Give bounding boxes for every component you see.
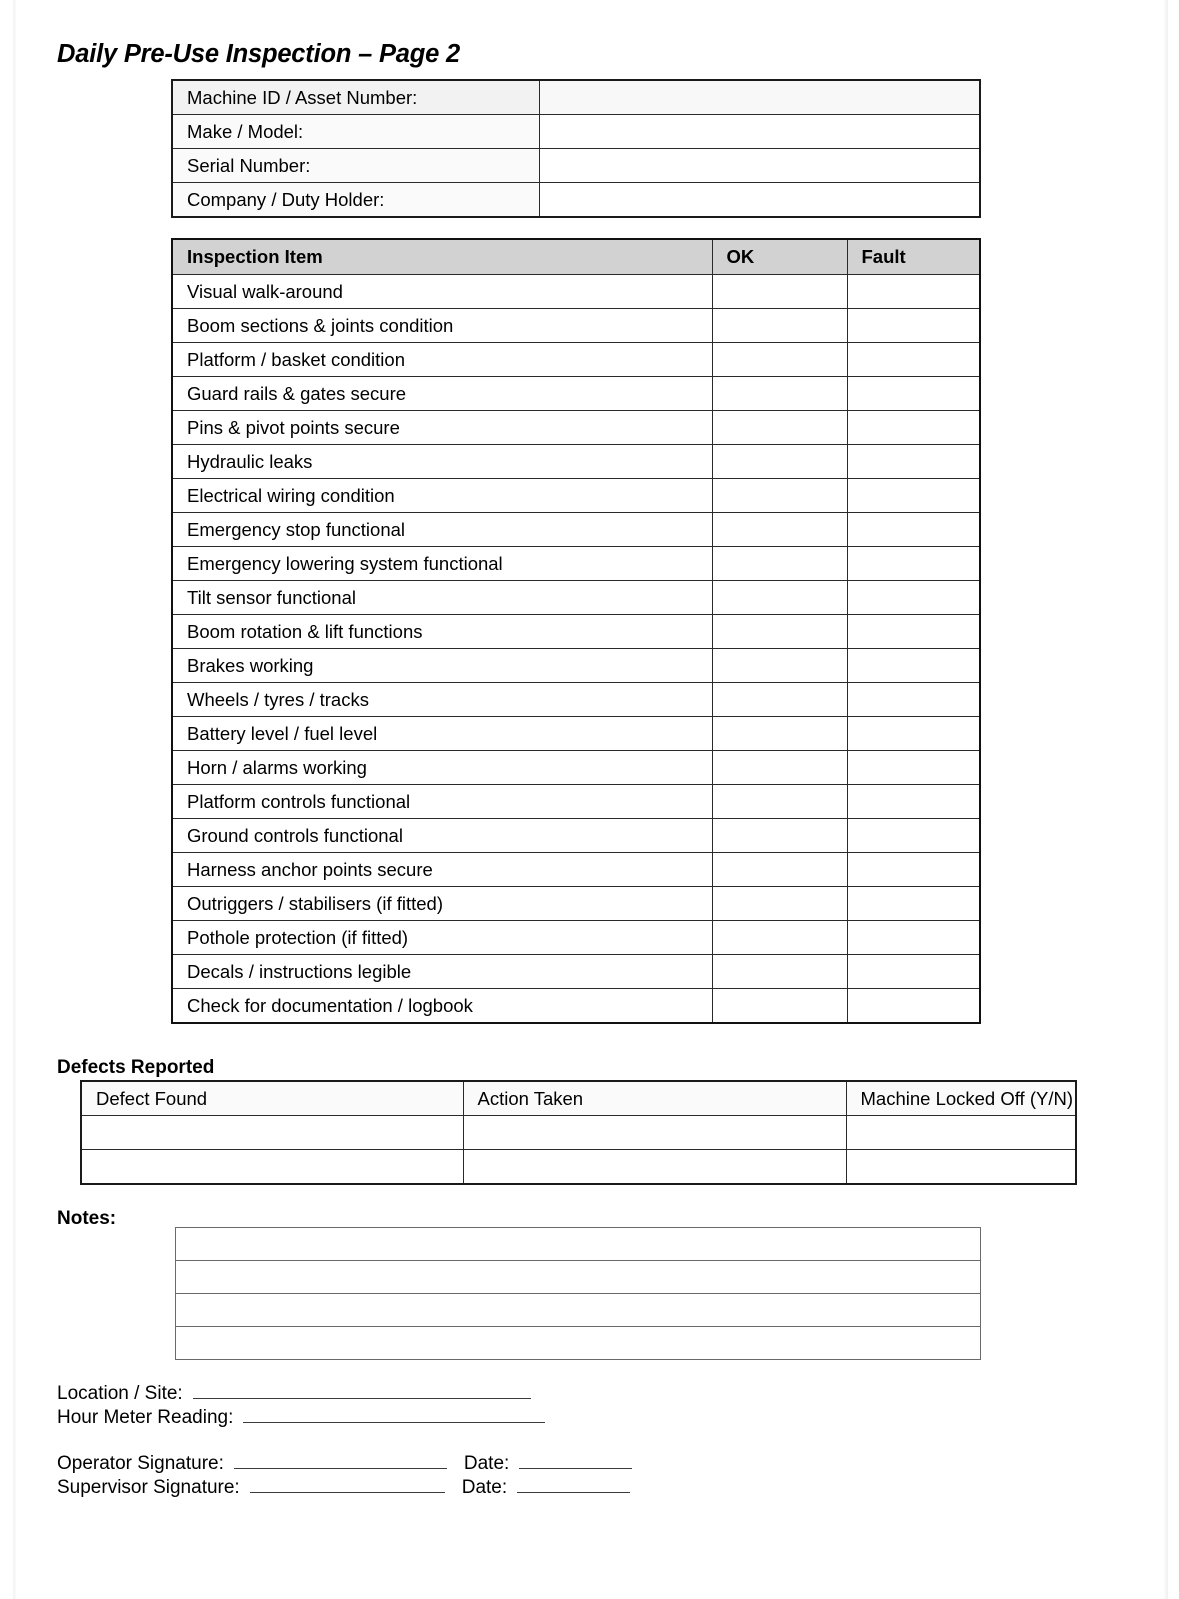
ok-checkbox-cell[interactable] (712, 615, 847, 649)
inspection-checklist-table (171, 238, 981, 1024)
header-machine-locked-off-text: Machine Locked Off (Y/N) (860, 1087, 1073, 1109)
header-fault: Fault (847, 239, 980, 275)
ok-checkbox-cell[interactable] (712, 513, 847, 547)
table-row (172, 513, 980, 547)
defect-machine-locked-off-field[interactable] (846, 1150, 1076, 1185)
inspection-item-label: Pins & pivot points secure (172, 411, 712, 445)
table-row (172, 547, 980, 581)
operator-signature-line (57, 1452, 633, 1476)
table-row (172, 343, 980, 377)
operator-date-input-rule[interactable] (519, 1454, 632, 1469)
page-title: Daily Pre-Use Inspection – Page 2 (57, 40, 460, 68)
notes-row (176, 1261, 981, 1294)
ok-checkbox-cell[interactable] (712, 547, 847, 581)
ok-checkbox-cell[interactable] (712, 581, 847, 615)
operator-signature-input-rule[interactable] (234, 1454, 447, 1469)
inspection-item-label: Harness anchor points secure (172, 853, 712, 887)
notes-table (175, 1227, 981, 1360)
fault-checkbox-cell[interactable] (847, 479, 980, 513)
fault-checkbox-cell[interactable] (847, 683, 980, 717)
fault-checkbox-cell[interactable] (847, 343, 980, 377)
ok-checkbox-cell[interactable] (712, 479, 847, 513)
table-row (172, 683, 980, 717)
fault-checkbox-cell[interactable] (847, 819, 980, 853)
machine-info-body (172, 80, 980, 217)
notes-input-line[interactable] (176, 1327, 981, 1360)
inspection-item-label: Pothole protection (if fitted) (172, 921, 712, 955)
defect-defect-found-field[interactable] (81, 1116, 463, 1150)
table-row (172, 615, 980, 649)
defects-table-body (81, 1116, 1076, 1185)
location-site-label: Location / Site: (57, 1383, 183, 1404)
operator-date-label: Date: (463, 1453, 510, 1474)
header-inspection-item: Inspection Item (172, 239, 712, 275)
hour-meter-line (57, 1406, 633, 1430)
notes-input-line[interactable] (176, 1294, 981, 1327)
table-row (172, 479, 980, 513)
table-row (172, 649, 980, 683)
machine-info-row (172, 115, 980, 149)
ok-checkbox-cell[interactable] (712, 343, 847, 377)
notes-input-line[interactable] (176, 1228, 981, 1261)
inspection-item-label: Visual walk-around (172, 275, 712, 309)
fault-checkbox-cell[interactable] (847, 615, 980, 649)
inspection-item-label: Wheels / tyres / tracks (172, 683, 712, 717)
defect-row (81, 1150, 1076, 1185)
table-row (172, 785, 980, 819)
notes-row (176, 1228, 981, 1261)
inspection-item-label: Emergency stop functional (172, 513, 712, 547)
defects-reported-table (80, 1080, 1077, 1185)
inspection-item-label: Platform / basket condition (172, 343, 712, 377)
inspection-item-label: Boom sections & joints condition (172, 309, 712, 343)
machine-info-row (172, 183, 980, 218)
inspection-header-row (172, 239, 980, 275)
fault-checkbox-cell[interactable] (847, 309, 980, 343)
header-action-taken: Action Taken (463, 1081, 846, 1116)
inspection-item-label: Decals / instructions legible (172, 955, 712, 989)
ok-checkbox-cell[interactable] (712, 683, 847, 717)
fault-checkbox-cell[interactable] (847, 853, 980, 887)
defect-machine-locked-off-field[interactable] (846, 1116, 1076, 1150)
fault-checkbox-cell[interactable] (847, 513, 980, 547)
table-row (172, 819, 980, 853)
defect-defect-found-field[interactable] (81, 1150, 463, 1185)
machine-info-value-field[interactable] (540, 80, 981, 115)
ok-checkbox-cell[interactable] (712, 717, 847, 751)
ok-checkbox-cell[interactable] (712, 649, 847, 683)
table-row (172, 581, 980, 615)
defects-header-row (81, 1081, 1076, 1116)
header-ok: OK (712, 239, 847, 275)
fault-checkbox-cell[interactable] (847, 445, 980, 479)
ok-checkbox-cell[interactable] (712, 309, 847, 343)
ok-checkbox-cell[interactable] (712, 751, 847, 785)
fault-checkbox-cell[interactable] (847, 751, 980, 785)
fault-checkbox-cell[interactable] (847, 547, 980, 581)
fault-checkbox-cell[interactable] (847, 989, 980, 1024)
ok-checkbox-cell[interactable] (712, 445, 847, 479)
inspection-item-label: Platform controls functional (172, 785, 712, 819)
fault-checkbox-cell[interactable] (847, 887, 980, 921)
notes-table-body (176, 1228, 981, 1360)
fault-checkbox-cell[interactable] (847, 581, 980, 615)
table-row (172, 955, 980, 989)
inspection-item-label: Tilt sensor functional (172, 581, 712, 615)
defect-action-taken-field[interactable] (463, 1150, 846, 1185)
header-defect-found: Defect Found (81, 1081, 463, 1116)
machine-info-row (172, 80, 980, 115)
table-row (172, 445, 980, 479)
supervisor-date-input-rule[interactable] (517, 1478, 630, 1493)
ok-checkbox-cell[interactable] (712, 887, 847, 921)
inspection-item-label: Brakes working (172, 649, 712, 683)
machine-info-value-field[interactable] (540, 149, 981, 183)
inspection-item-label: Horn / alarms working (172, 751, 712, 785)
defect-action-taken-field[interactable] (463, 1116, 846, 1150)
inspection-item-label: Boom rotation & lift functions (172, 615, 712, 649)
fault-checkbox-cell[interactable] (847, 377, 980, 411)
defects-section-label: Defects Reported (57, 1057, 215, 1078)
inspection-item-label: Guard rails & gates secure (172, 377, 712, 411)
fault-checkbox-cell[interactable] (847, 717, 980, 751)
operator-signature-label: Operator Signature: (57, 1453, 224, 1474)
machine-info-table (171, 79, 981, 218)
location-site-line (57, 1382, 633, 1406)
ok-checkbox-cell[interactable] (712, 853, 847, 887)
ok-checkbox-cell[interactable] (712, 785, 847, 819)
inspection-item-label: Ground controls functional (172, 819, 712, 853)
hour-meter-label: Hour Meter Reading: (57, 1407, 234, 1428)
ok-checkbox-cell[interactable] (712, 921, 847, 955)
fault-checkbox-cell[interactable] (847, 785, 980, 819)
supervisor-date-label: Date: (461, 1477, 508, 1498)
table-row (172, 411, 980, 445)
table-row (172, 309, 980, 343)
notes-row (176, 1327, 981, 1360)
fault-checkbox-cell[interactable] (847, 921, 980, 955)
ok-checkbox-cell[interactable] (712, 989, 847, 1024)
inspection-item-label: Hydraulic leaks (172, 445, 712, 479)
notes-row (176, 1294, 981, 1327)
machine-info-value-field[interactable] (540, 115, 981, 149)
supervisor-signature-line (57, 1476, 633, 1500)
defects-table-head (81, 1081, 1076, 1116)
ok-checkbox-cell[interactable] (712, 377, 847, 411)
table-row (172, 921, 980, 955)
ok-checkbox-cell[interactable] (712, 411, 847, 445)
inspection-item-label: Check for documentation / logbook (172, 989, 712, 1024)
table-row (172, 853, 980, 887)
table-row (172, 989, 980, 1024)
table-row (172, 717, 980, 751)
footer-spacer (57, 1430, 633, 1452)
ok-checkbox-cell[interactable] (712, 819, 847, 853)
supervisor-signature-label: Supervisor Signature: (57, 1477, 240, 1498)
inspection-item-label: Battery level / fuel level (172, 717, 712, 751)
footer-fields (57, 1382, 633, 1500)
notes-input-line[interactable] (176, 1261, 981, 1294)
inspection-table-body (172, 275, 980, 1024)
fault-checkbox-cell[interactable] (847, 649, 980, 683)
machine-info-label: Company / Duty Holder: (172, 183, 540, 218)
machine-info-label: Make / Model: (172, 115, 540, 149)
table-row (172, 377, 980, 411)
supervisor-signature-input-rule[interactable] (250, 1478, 445, 1493)
ok-checkbox-cell[interactable] (712, 955, 847, 989)
header-machine-locked-off (846, 1081, 1076, 1116)
table-row (172, 751, 980, 785)
hour-meter-input-rule[interactable] (243, 1408, 545, 1423)
inspection-item-label: Electrical wiring condition (172, 479, 712, 513)
fault-checkbox-cell[interactable] (847, 411, 980, 445)
machine-info-row (172, 149, 980, 183)
inspection-item-label: Emergency lowering system functional (172, 547, 712, 581)
ok-checkbox-cell[interactable] (712, 275, 847, 309)
machine-info-label: Machine ID / Asset Number: (172, 80, 540, 115)
machine-info-label: Serial Number: (172, 149, 540, 183)
machine-info-value-field[interactable] (540, 183, 981, 218)
table-row (172, 887, 980, 921)
inspection-item-label: Outriggers / stabilisers (if fitted) (172, 887, 712, 921)
location-site-input-rule[interactable] (193, 1384, 531, 1399)
inspection-table-head (172, 239, 980, 275)
notes-section-label: Notes: (57, 1208, 117, 1229)
table-row (172, 275, 980, 309)
fault-checkbox-cell[interactable] (847, 275, 980, 309)
defect-row (81, 1116, 1076, 1150)
fault-checkbox-cell[interactable] (847, 955, 980, 989)
